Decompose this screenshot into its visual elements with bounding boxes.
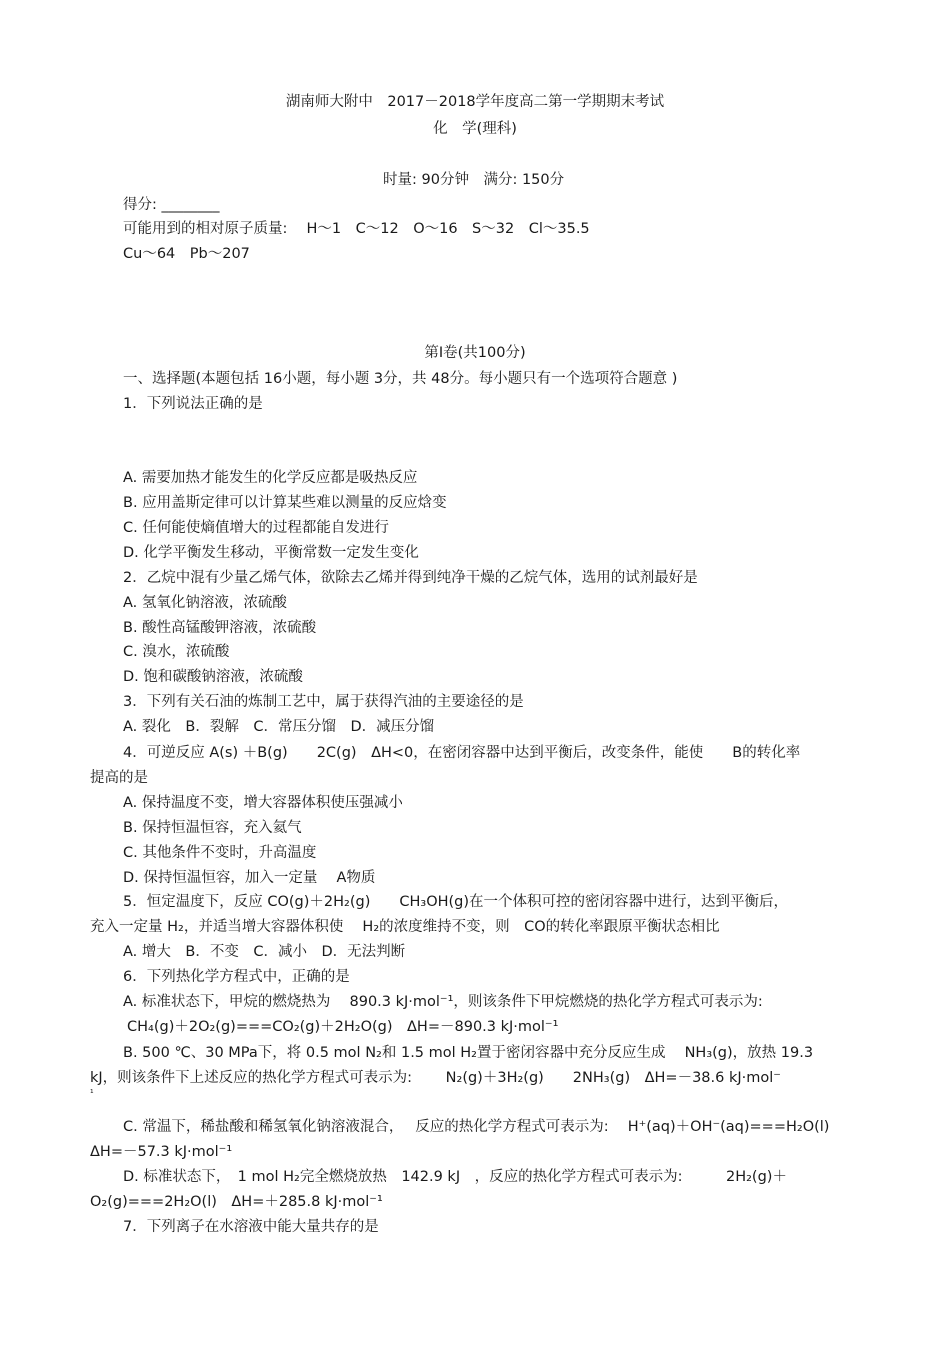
question-stem: 2．乙烷中混有少量乙烯气体，欲除去乙烯并得到纯净干燥的乙烷气体，选用的试剂最好是 (123, 570, 698, 586)
option-c: C. 其他条件不变时，升高温度 (123, 845, 317, 861)
option-c-line-1: C. 常温下，稀盐酸和稀氢氧化钠溶液混合， 反应的热化学方程式可表示为: H⁺(aq)＋OH⁻(aq)===H₂O(l) (123, 1119, 830, 1135)
option-a-line-1: A. 标准状态下，甲烷的燃烧热为 890.3 kJ·mol⁻¹，则该条件下甲烷燃烧的热化学方程式可表示为: (123, 994, 763, 1010)
option-a: A. 需要加热才能发生的化学反应都是吸热反应 (123, 470, 418, 486)
option-b: B. 酸性高锰酸钾溶液，浓硫酸 (123, 620, 317, 636)
option-d-line-2: O₂(g)===2H₂O(l) ΔH=＋285.8 kJ·mol⁻¹ (90, 1194, 383, 1210)
time-info: 时量: 90分钟 满分: 150分 (383, 172, 565, 188)
option-a: A. 氢氧化钠溶液，浓硫酸 (123, 595, 287, 611)
options-row: A. 增大 B．不变 C．减小 D．无法判断 (123, 944, 406, 960)
atomic-mass-line-1: 可能用到的相对原子质量: H～1 C～12 O～16 S～32 Cl～35.5 (123, 221, 590, 237)
option-b-line-2: kJ，则该条件下上述反应的热化学方程式可表示为: N₂(g)＋3H₂(g) 2NH₃(g) ΔH=－38.6 kJ·mol⁻ (90, 1070, 781, 1086)
option-a-line-2: CH₄(g)＋2O₂(g)===CO₂(g)＋2H₂O(g) ΔH=－890.3 kJ·mol⁻¹ (127, 1019, 559, 1035)
option-a: A. 保持温度不变，增大容器体积使压强减小 (123, 795, 403, 811)
option-d: D. 保持恒温恒容，加入一定量 A物质 (123, 870, 376, 886)
option-d-line-1: D. 标准状态下， 1 mol H₂完全燃烧放热 142.9 kJ ，反应的热化学方程式可表示为: 2H₂(g)＋ (123, 1169, 787, 1185)
question-stem: 7．下列离子在水溶液中能大量共存的是 (123, 1219, 379, 1235)
question-stem-line-1: 4．可逆反应 A(s) ＋B(g) 2C(g) ΔH<0，在密闭容器中达到平衡后，改变条件，能使 B的转化率 (123, 745, 801, 761)
option-c: C. 溴水，浓硫酸 (123, 644, 230, 660)
exam-title: 湖南师大附中 2017－2018学年度高二第一学期期末考试 (285, 94, 665, 110)
option-b-line-1: B. 500 ℃、30 MPa下，将 0.5 mol N₂和 1.5 mol H₂置于密闭容器中充分反应生成 NH₃(g)，放热 19.3 (123, 1045, 814, 1061)
options-row: A. 裂化 B．裂解 C．常压分馏 D．减压分馏 (123, 719, 435, 735)
question-stem: 1．下列说法正确的是 (123, 396, 263, 412)
exam-subject: 化 学(理科) (433, 121, 517, 137)
question-stem: 6．下列热化学方程式中，正确的是 (123, 969, 350, 985)
option-c: C. 任何能使熵值增大的过程都能自发进行 (123, 520, 389, 536)
section-title: 第Ⅰ卷(共100分) (424, 345, 526, 361)
option-b-line-3: ¹ (90, 1089, 94, 1099)
question-stem: 3．下列有关石油的炼制工艺中，属于获得汽油的主要途径的是 (123, 694, 524, 710)
option-d: D. 饱和碳酸钠溶液，浓硫酸 (123, 669, 303, 685)
option-b: B. 应用盖斯定律可以计算某些难以测量的反应焓变 (123, 495, 447, 511)
question-stem-line-2: 充入一定量 H₂，并适当增大容器体积使 H₂的浓度维持不变，则 CO的转化率跟原平衡状态相比 (90, 919, 720, 935)
question-stem-line-2: 提高的是 (90, 770, 148, 786)
score-field: 得分: ________ (123, 197, 220, 213)
option-d: D. 化学平衡发生移动，平衡常数一定发生变化 (123, 545, 419, 561)
section-instruction: 一、选择题(本题包括 16小题，每小题 3分，共 48分。每小题只有一个选项符合题意 ) (123, 371, 678, 387)
question-stem-line-1: 5．恒定温度下，反应 CO(g)＋2H₂(g) CH₃OH(g)在一个体积可控的密闭容器中进行，达到平衡后， (123, 894, 789, 910)
option-b: B. 保持恒温恒容，充入氦气 (123, 820, 302, 836)
atomic-mass-line-2: Cu～64 Pb～207 (123, 246, 250, 262)
option-c-line-2: ΔH=－57.3 kJ·mol⁻¹ (90, 1144, 233, 1160)
